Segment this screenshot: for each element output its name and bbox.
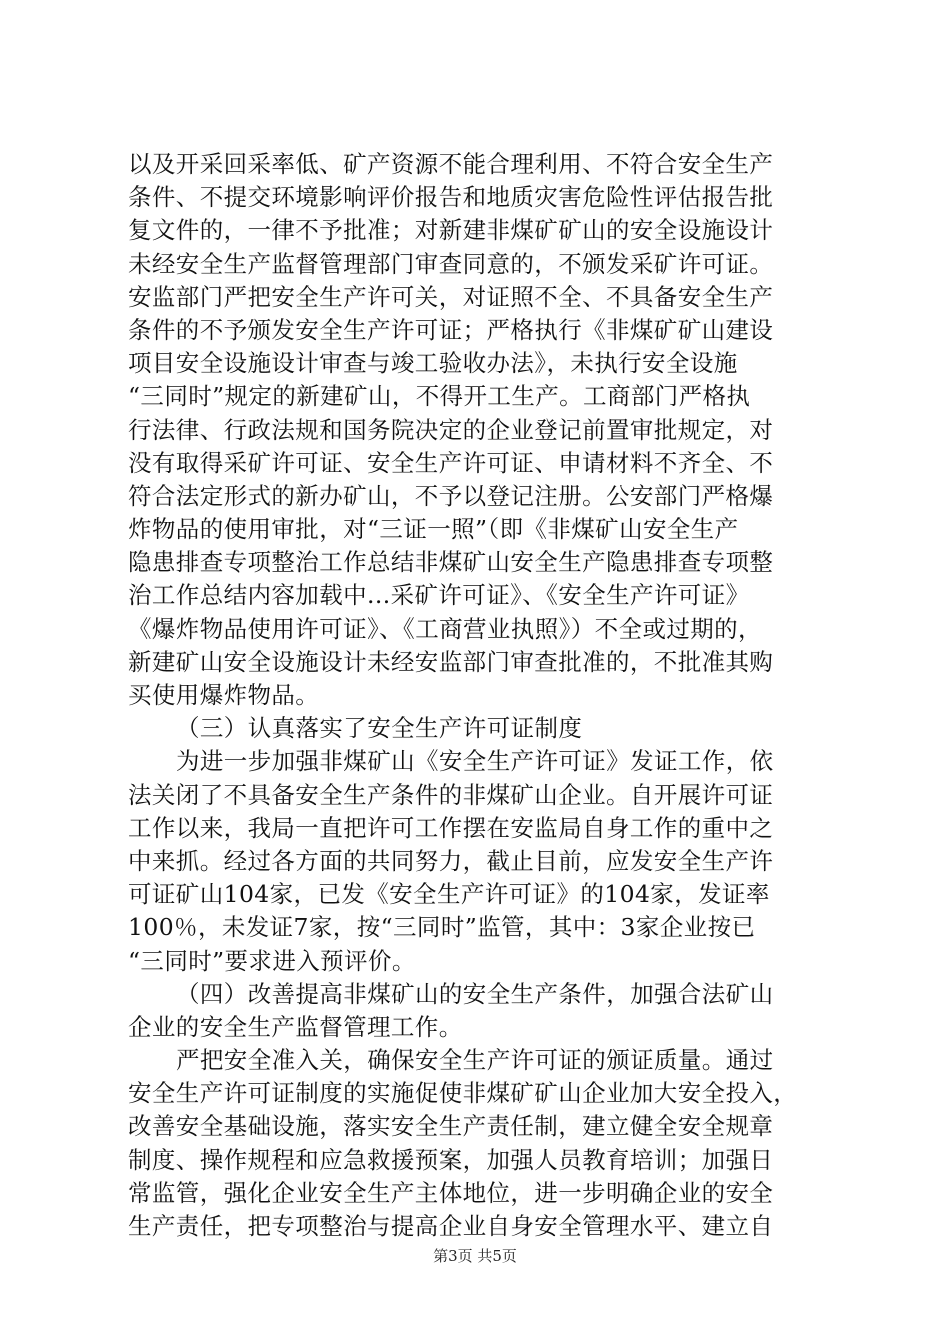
body-line: 没有取得采矿许可证、安全生产许可证、申请材料不齐全、不: [128, 448, 774, 477]
paragraph-line: 法关闭了不具备安全生产条件的非煤矿山企业。自开展许可证: [128, 780, 774, 809]
paragraph-line: 可证矿山104家，已发《安全生产许可证》的104家，发证率: [128, 880, 770, 909]
paragraph-line: 100％，未发证7家，按“三同时”监管，其中：3家企业按已: [128, 913, 756, 942]
paragraph-line: 改善安全基础设施，落实安全生产责任制，建立健全安全规章: [128, 1112, 774, 1141]
body-line: 以及开采回采率低、矿产资源不能合理利用、不符合安全生产: [128, 150, 774, 178]
body-line: “三同时”规定的新建矿山，不得开工生产。工商部门严格执: [128, 382, 751, 411]
body-line: 治工作总结内容加载中...采矿许可证》、《安全生产许可证》: [128, 581, 750, 610]
body-line: 《爆炸物品使用许可证》、《工商营业执照》）不全或过期的，: [128, 614, 762, 643]
body-line: 隐患排查专项整治工作总结非煤矿山安全生产隐患排查专项整: [128, 548, 774, 577]
body-line: 项目安全设施设计审查与竣工验收办法》，未执行安全设施: [128, 349, 738, 378]
body-line: 未经安全生产监督管理部门审查同意的，不颁发采矿许可证。: [128, 249, 774, 278]
body-line: 条件的不予颁发安全生产许可证；严格执行《非煤矿矿山建设: [128, 315, 774, 344]
paragraph-line: 常监管，强化企业安全生产主体地位，进一步明确企业的安全: [128, 1178, 774, 1207]
section-heading-4: （四）改善提高非煤矿山的安全生产条件，加强合法矿山: [176, 979, 774, 1008]
paragraph-line: “三同时”要求进入预评价。: [128, 946, 416, 975]
document-body: [128, 148, 828, 1243]
section-heading-3: （三）认真落实了安全生产许可证制度: [176, 714, 583, 743]
paragraph-line: 制度、操作规程和应急救援预案，加强人员教育培训；加强日: [128, 1145, 774, 1174]
paragraph-line: 安全生产许可证制度的实施促使非煤矿矿山企业加大安全投入，: [128, 1079, 798, 1108]
paragraph-line: 为进一步加强非煤矿山《安全生产许可证》发证工作，依: [176, 747, 774, 776]
body-line: 新建矿山安全设施设计未经安监部门审查批准的，不批准其购: [128, 647, 774, 676]
paragraph-line: 中来抓。经过各方面的共同努力，截止目前，应发安全生产许: [128, 846, 774, 875]
body-line: 炸物品的使用审批，对“三证一照”（即《非煤矿山安全生产: [128, 515, 739, 544]
body-line: 复文件的，一律不予批准；对新建非煤矿矿山的安全设施设计: [128, 216, 774, 245]
body-line: 买使用爆炸物品。: [128, 681, 320, 709]
paragraph-line: 工作以来，我局一直把许可工作摆在安监局自身工作的重中之: [128, 813, 774, 842]
paragraph-line: 严把安全准入关，确保安全生产许可证的颁证质量。通过: [176, 1046, 774, 1075]
body-line: 符合法定形式的新办矿山，不予以登记注册。公安部门严格爆: [128, 481, 774, 510]
page-indicator: 第3页 共5页: [433, 1247, 517, 1265]
body-line: 行法律、行政法规和国务院决定的企业登记前置审批规定，对: [128, 415, 774, 444]
paragraph-line: 生产责任，把专项整治与提高企业自身安全管理水平、建立自: [128, 1212, 774, 1240]
section-heading-4-continued: 企业的安全生产监督管理工作。: [128, 1012, 463, 1041]
body-line: 安监部门严把安全生产许可关，对证照不全、不具备安全生产: [128, 282, 774, 311]
body-line: 条件、不提交环境影响评价报告和地质灾害危险性评估报告批: [128, 183, 774, 212]
